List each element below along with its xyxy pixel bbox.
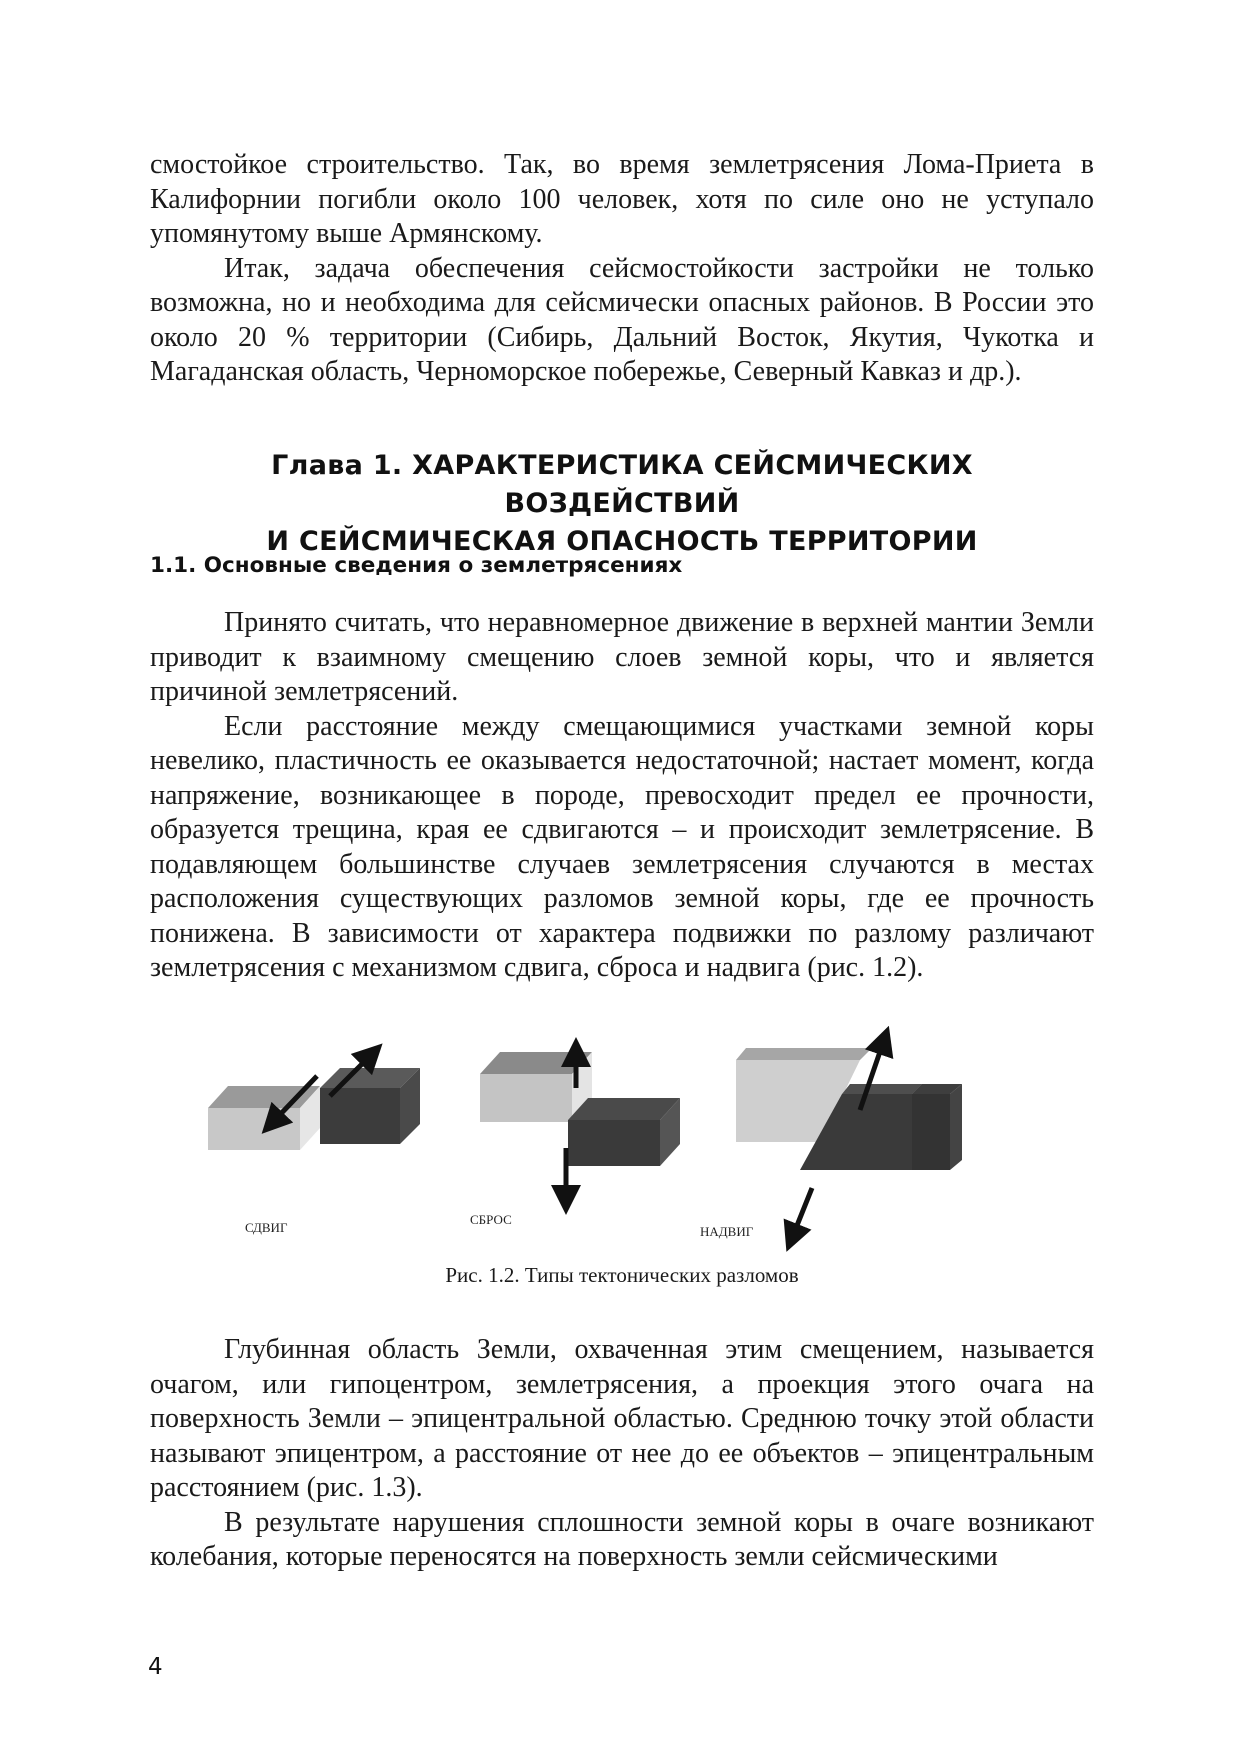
text-block-top bbox=[150, 148, 1094, 390]
chapter-title-line: Глава 1. ХАРАКТЕРИСТИКА СЕЙСМИЧЕСКИХ ВОЗДЕЙСТВИЙ bbox=[271, 450, 973, 519]
strike-slip-diagram bbox=[208, 1054, 420, 1235]
paragraph: В результате нарушения сплошности земной коры в очаге возникают колебания, которые переносятся на поверхность земли сейсмическими bbox=[150, 1506, 1094, 1572]
block-top-face bbox=[842, 1084, 922, 1094]
normal-fault-diagram bbox=[470, 1052, 680, 1227]
block-front-face bbox=[208, 1108, 300, 1150]
chapter-title-line: И СЕЙСМИЧЕСКАЯ ОПАСНОСТЬ ТЕРРИТОРИИ bbox=[266, 526, 978, 557]
paragraph: Если расстояние между смещающимися участками земной коры невелико, пластичность ее оказывается недостаточной; настает момент, когда напряжение, возникающее в породе, превосходит предел ее прочности, образуется трещина, края ее сдвигаются – и происходит землетрясение. В подавляющем большинстве случаев землетрясения случаются в местах расположения существующих разломов земной коры, где ее прочность понижена. В зависимости от характера подвижки по разлому различают землетрясения с механизмом сдвига, сброса и надвига (рис. 1.2). bbox=[150, 710, 1094, 983]
block-front-face bbox=[480, 1074, 572, 1122]
fault-types-diagram bbox=[200, 1010, 1060, 1260]
label-strike-slip: СДВИГ bbox=[245, 1220, 288, 1235]
paragraph: смостойкое строительство. Так, во время землетрясения Лома-Приета в Калифорнии погибли около 100 человек, хотя по силе оно не уступало упомянутому выше Армянскому. bbox=[150, 149, 1094, 249]
paragraph: Глубинная область Земли, охваченная этим смещением, называется очагом, или гипоцентром, землетрясения, а проекция этого очага на поверхность Земли – эпицентральной областью. Среднюю точку этой области называют эпицентром, а расстояние от нее до ее объектов – эпицентральным расстоянием (рис. 1.3). bbox=[150, 1334, 1094, 1503]
block-top-face bbox=[736, 1048, 872, 1060]
text-block-bottom bbox=[150, 1333, 1094, 1575]
thrust-fault-diagram bbox=[700, 1040, 962, 1239]
text-block-middle bbox=[150, 606, 1094, 986]
page-number: 4 bbox=[148, 1654, 163, 1680]
paragraph: Принято считать, что неравномерное движение в верхней мантии Земли приводит к взаимному смещению слоев земной коры, что и является причиной землетрясений. bbox=[150, 607, 1094, 707]
chapter-title bbox=[150, 447, 1094, 561]
block-side-face bbox=[950, 1084, 962, 1170]
paragraph: Итак, задача обеспечения сейсмостойкости застройки не только возможна, но и необходима для сейсмически опасных районов. В России это около 20 % территории (Сибирь, Дальний Восток, Якутия, Чукотка и Магаданская область, Черноморское побережье, Северный Кавказ и др.). bbox=[150, 252, 1094, 387]
arrow-down-icon bbox=[792, 1188, 812, 1238]
label-thrust: НАДВИГ bbox=[700, 1224, 754, 1239]
block-front-face bbox=[912, 1094, 950, 1170]
figure-caption: Рис. 1.2. Типы тектонических разломов bbox=[445, 1263, 799, 1287]
label-normal-fault: СБРОС bbox=[470, 1212, 512, 1227]
section-title: 1.1. Основные сведения о землетрясениях bbox=[150, 553, 683, 578]
figure-fault-types bbox=[200, 1010, 1060, 1260]
block-front-face bbox=[568, 1120, 660, 1166]
